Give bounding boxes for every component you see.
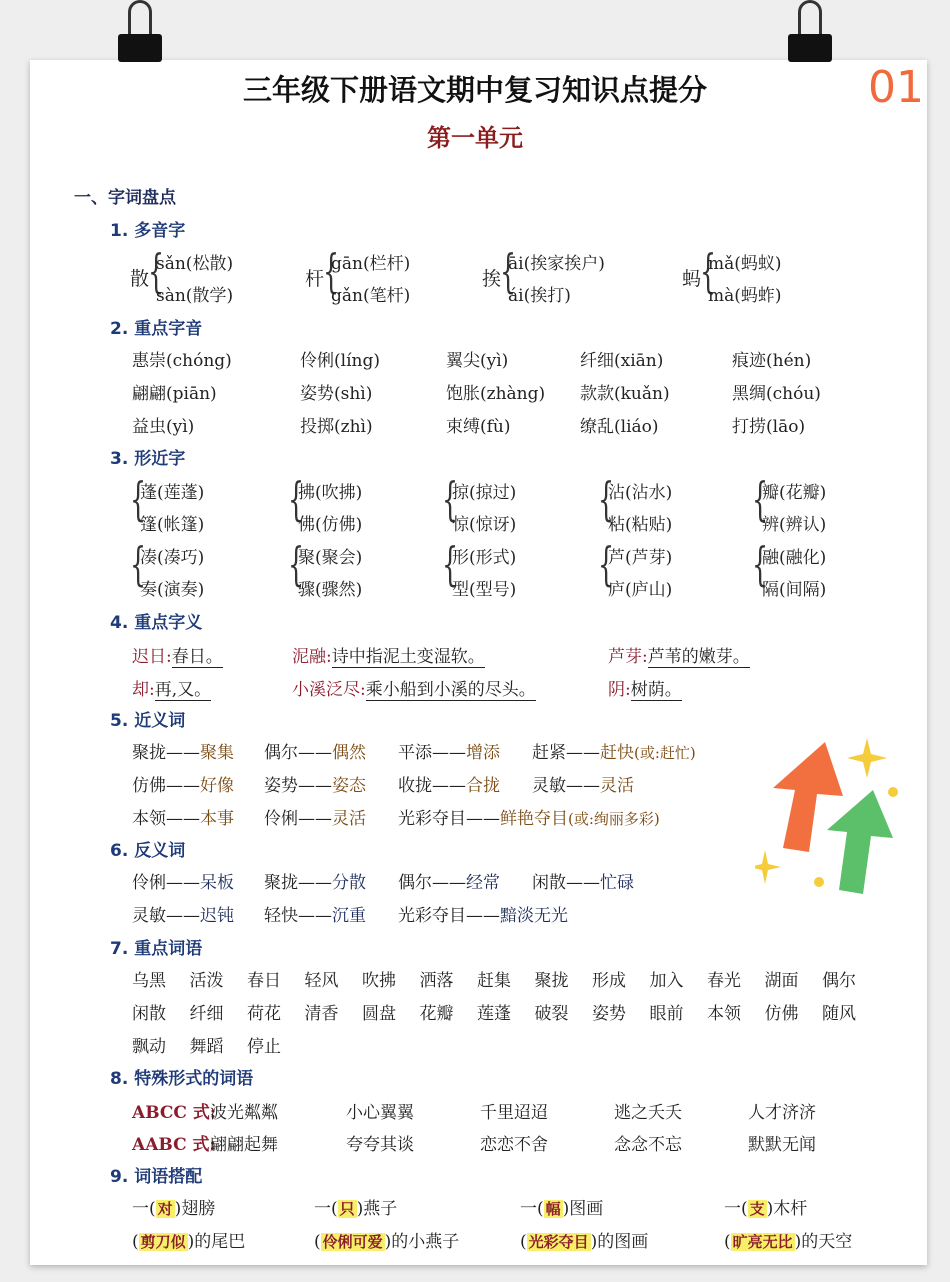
brace-icon: { [500,244,517,298]
keyword: 花瓣 [419,1004,454,1024]
pronunciation-item: 姿势(shì) [300,384,373,404]
keyword: 形成 [592,971,626,991]
keyword: 乌黑 [132,971,166,991]
antonym-pair [132,868,234,893]
synonym-answer: 合拢 [466,776,500,796]
brace-icon: { [598,537,615,591]
keyword: 舞蹈 [189,1037,224,1057]
pronunciation-item: 纤细(xiān) [580,351,664,371]
synonym-answer: 灵活 [600,776,634,796]
meaning-definition: 诗中指泥土变湿软。 [331,647,485,667]
antonym-word: 闲散—— [532,873,600,893]
collocation-item [132,1227,245,1252]
sparkle-icon [755,850,781,884]
section-heading: 一、字词盘点 [74,188,176,208]
synonym-pair [398,771,500,796]
similar-char: 粘(粘贴) [608,515,673,535]
synonym-word: 偶尔—— [264,743,332,763]
pronunciation-item: 痕迹(hén) [732,351,812,371]
meaning-item [132,675,211,700]
collocation-suffix: )燕子 [356,1199,398,1219]
similar-char: 庐(庐山) [608,580,673,600]
synonym-pair [264,771,366,796]
keyword: 聚拢 [534,971,569,991]
binder-clip-left [118,0,162,64]
brace-icon: { [288,472,305,526]
pronunciation-item: 翩翩(piān) [132,384,217,404]
synonym-pair [132,738,234,763]
collocation-answer: 光彩夺目 [528,1233,589,1251]
special-form-word: 千里迢迢 [480,1103,548,1123]
meaning-term: 却: [132,680,155,700]
subsection-synonyms: 5. 近义词 [110,711,186,731]
synonym-word: 平添—— [398,743,466,763]
collocation-suffix: )木杆 [766,1199,808,1219]
antonym-word: 偶尔—— [398,873,466,893]
brace-icon: { [323,244,340,298]
subsection-pronunciation: 2. 重点字音 [110,319,203,339]
antonym-pair [264,901,366,926]
synonym-word: 伶俐—— [264,809,332,829]
keyword: 荷花 [247,1004,281,1024]
similar-char: 掠(掠过) [452,483,517,503]
special-form-word: 翩翩起舞 [210,1135,278,1155]
synonym-pair [398,738,500,763]
pronunciation-item: 黑绸(chóu) [732,384,821,404]
collocation-suffix: )翅膀 [174,1199,216,1219]
collocation-answer: 对 [157,1200,173,1218]
keyword: 清香 [304,1004,339,1024]
collocation-suffix: )的小燕子 [384,1232,460,1252]
keyword: 仿佛 [764,1004,799,1024]
keyword: 眼前 [649,1004,684,1024]
green-arrow-icon [827,790,893,894]
similar-char: 形(形式) [452,548,517,568]
antonym-word: 光彩夺目—— [398,906,500,926]
collocation-prefix: ( [724,1232,731,1252]
collocation-answer: 伶俐可爱 [322,1233,383,1251]
similar-char: 蓬(莲蓬) [140,483,205,503]
synonym-answer: 好像 [200,776,234,796]
collocation-item [314,1227,459,1252]
similar-char: 骤(骤然) [298,580,363,600]
arrows-decoration [755,730,905,900]
antonym-word: 灵敏—— [132,906,200,926]
subsection-keywords: 7. 重点词语 [110,939,203,959]
keyword: 停止 [247,1037,281,1057]
antonym-word: 伶俐—— [132,873,200,893]
synonym-answer: 赶快 [600,743,634,763]
brace-icon: { [442,472,459,526]
orange-arrow-icon [773,742,843,852]
antonym-answer: 沉重 [332,906,366,926]
collocation-item [520,1194,603,1219]
collocation-prefix: 一( [520,1199,544,1219]
brace-icon: { [130,472,147,526]
synonym-word: 聚拢—— [132,743,200,763]
polyphone-char: 散 [130,268,150,290]
subsection-polyphones: 1. 多音字 [110,221,186,241]
sparkle-icon [847,738,887,778]
polyphone-reading: ái(挨打) [508,286,571,306]
special-form-word: 念念不忘 [614,1135,682,1155]
polyphone-reading: gǎn(笔杆) [331,286,411,306]
keyword: 活泼 [189,971,224,991]
pronunciation-item: 翼尖(yì) [446,351,509,371]
meaning-item [132,642,223,667]
unit-title: 第一单元 [427,123,523,152]
meaning-term: 阴: [608,680,631,700]
page-title: 三年级下册语文期中复习知识点提分 [242,73,707,107]
antonym-answer: 分散 [332,873,366,893]
collocation-prefix: 一( [724,1199,748,1219]
antonym-pair [264,868,366,893]
polyphone-reading: sàn(散学) [156,286,234,306]
collocation-answer: 旷亮无比 [732,1233,793,1251]
subsection-collocations: 9. 词语搭配 [110,1167,203,1187]
similar-char: 隔(间隔) [762,580,827,600]
antonym-word: 轻快—— [264,906,332,926]
brace-icon: { [148,244,165,298]
synonym-pair [264,804,366,829]
polyphone-reading: mǎ(蚂蚁) [708,254,782,274]
antonym-answer: 呆板 [200,873,234,893]
pronunciation-item: 益虫(yì) [132,417,195,437]
synonym-pair [398,804,660,829]
antonym-answer: 黯淡无光 [500,906,568,926]
special-form-word: 默默无闻 [748,1135,816,1155]
synonym-word: 姿势—— [264,776,332,796]
special-form-word: 恋恋不舍 [480,1135,548,1155]
collocation-suffix: )的图画 [590,1232,649,1252]
meaning-definition: 春日。 [171,647,223,667]
synonym-word: 本领—— [132,809,200,829]
meaning-term: 小溪泛尽: [292,680,366,700]
antonym-pair [532,868,634,893]
synonym-word: 赶紧—— [532,743,600,763]
meaning-definition: 芦苇的嫩芽。 [647,647,750,667]
synonym-pair [132,771,234,796]
keyword: 圆盘 [362,1004,396,1024]
special-form-word: 人才济济 [748,1103,816,1123]
pronunciation-item: 伶俐(líng) [300,351,380,371]
collocation-suffix: )的尾巴 [187,1232,246,1252]
meaning-term: 迟日: [132,647,172,667]
keyword: 轻风 [304,971,339,991]
synonym-answer: 灵活 [332,809,366,829]
collocation-answer: 只 [339,1200,355,1218]
polyphone-char: 蚂 [682,268,702,290]
synonym-answer: 偶然 [332,743,366,763]
similar-char: 芦(芦芽) [608,548,673,568]
polyphone-reading: sǎn(松散) [156,254,234,274]
meaning-definition: 树荫。 [630,680,682,700]
subsection-similar-chars: 3. 形近字 [110,449,186,469]
collocation-prefix: ( [314,1232,321,1252]
collocation-item [314,1194,397,1219]
brace-icon: { [752,537,769,591]
special-form-word: 夸夸其谈 [346,1135,414,1155]
meaning-definition: 乘小船到小溪的尽头。 [365,680,536,700]
pronunciation-item: 缭乱(liáo) [580,417,659,437]
collocation-answer: 幅 [545,1200,561,1218]
keyword: 本领 [707,1004,741,1024]
similar-char: 型(型号) [452,580,517,600]
keyword: 加入 [649,971,684,991]
pronunciation-item: 束缚(fù) [446,417,511,437]
synonym-note: (或:绚丽多彩) [568,810,660,828]
keyword: 洒落 [419,971,454,991]
collocation-answer: 支 [749,1200,765,1218]
similar-char: 拂(吹拂) [298,483,363,503]
dot-icon [888,787,898,797]
synonym-note: (或:赶忙) [634,744,696,762]
brace-icon: { [700,244,717,298]
similar-char: 篷(帐篷) [140,515,205,535]
meaning-item [292,675,536,700]
subsection-antonyms: 6. 反义词 [110,841,186,861]
meaning-item [608,675,682,700]
meaning-term: 泥融: [292,647,332,667]
collocation-item [724,1194,807,1219]
brace-icon: { [752,472,769,526]
special-form-word: 逃之夭夭 [614,1103,682,1123]
antonym-pair [398,868,500,893]
special-form-word: 小心翼翼 [346,1103,414,1123]
keyword: 春日 [247,971,281,991]
collocation-item [132,1194,215,1219]
brace-icon: { [130,537,147,591]
synonym-pair [132,804,234,829]
collocation-item [520,1227,648,1252]
polyphone-reading: mà(蚂蚱) [708,286,782,306]
keyword: 春光 [707,971,741,991]
collocation-prefix: 一( [132,1199,156,1219]
pronunciation-item: 款款(kuǎn) [580,384,670,404]
synonym-word: 仿佛—— [132,776,200,796]
synonym-pair [532,771,634,796]
similar-char: 凑(凑巧) [140,548,205,568]
synonym-word: 光彩夺目—— [398,809,500,829]
meaning-item [292,642,485,667]
synonym-answer: 聚集 [200,743,234,763]
special-form-label: AABC 式: [132,1135,216,1155]
page-number: 01 [868,62,924,113]
similar-char: 聚(聚会) [298,548,363,568]
synonym-answer: 鲜艳夺目 [500,809,568,829]
collocation-prefix: ( [132,1232,139,1252]
pronunciation-item: 打捞(lāo) [732,417,806,437]
polyphone-reading: gān(栏杆) [331,254,411,274]
similar-char: 佛(仿佛) [298,515,363,535]
brace-icon: { [598,472,615,526]
collocation-suffix: )图画 [562,1199,604,1219]
similar-char: 沾(沾水) [608,483,673,503]
keyword: 破裂 [534,1004,569,1024]
keyword: 姿势 [592,1004,626,1024]
meaning-term: 芦芽: [608,647,648,667]
antonym-answer: 忙碌 [600,873,634,893]
synonym-answer: 本事 [200,809,234,829]
similar-char: 辨(辨认) [762,515,827,535]
meaning-definition: 再,又。 [154,680,212,700]
keyword: 偶尔 [822,971,856,991]
antonym-word: 聚拢—— [264,873,332,893]
collocation-prefix: ( [520,1232,527,1252]
antonym-answer: 迟钝 [200,906,234,926]
synonym-word: 收拢—— [398,776,466,796]
binder-clip-right [788,0,832,64]
keyword: 莲蓬 [477,1004,511,1024]
similar-char: 惊(惊讶) [452,515,517,535]
keyword: 赶集 [477,971,511,991]
keyword: 吹拂 [362,971,396,991]
polyphone-char: 杆 [305,268,325,290]
pronunciation-item: 惠崇(chóng) [132,351,232,371]
pronunciation-item: 饱胀(zhàng) [446,384,546,404]
collocation-item [724,1227,852,1252]
synonym-word: 灵敏—— [532,776,600,796]
synonym-pair [532,738,696,763]
keyword: 随风 [822,1004,856,1024]
subsection-meanings: 4. 重点字义 [110,613,203,633]
subsection-special-forms: 8. 特殊形式的词语 [110,1069,254,1089]
brace-icon: { [442,537,459,591]
synonym-answer: 姿态 [332,776,366,796]
brace-icon: { [288,537,305,591]
keyword: 纤细 [189,1004,224,1024]
synonym-answer: 增添 [466,743,500,763]
keyword: 飘动 [132,1037,166,1057]
similar-char: 奏(演奏) [140,580,205,600]
similar-char: 融(融化) [762,548,827,568]
antonym-pair [398,901,568,926]
antonym-pair [132,901,234,926]
collocation-suffix: )的天空 [794,1232,853,1252]
polyphone-reading: āi(挨家挨户) [508,254,605,274]
similar-char: 瓣(花瓣) [762,483,827,503]
dot-icon [814,877,824,887]
collocation-answer: 剪刀似 [140,1233,186,1251]
polyphone-char: 挨 [482,268,502,290]
meaning-item [608,642,750,667]
keyword: 闲散 [132,1004,166,1024]
synonym-pair [264,738,366,763]
antonym-answer: 经常 [466,873,500,893]
keyword: 湖面 [764,971,799,991]
pronunciation-item: 投掷(zhì) [300,417,373,437]
special-form-label: ABCC 式: [132,1103,217,1123]
collocation-prefix: 一( [314,1199,338,1219]
special-form-word: 波光粼粼 [210,1103,278,1123]
